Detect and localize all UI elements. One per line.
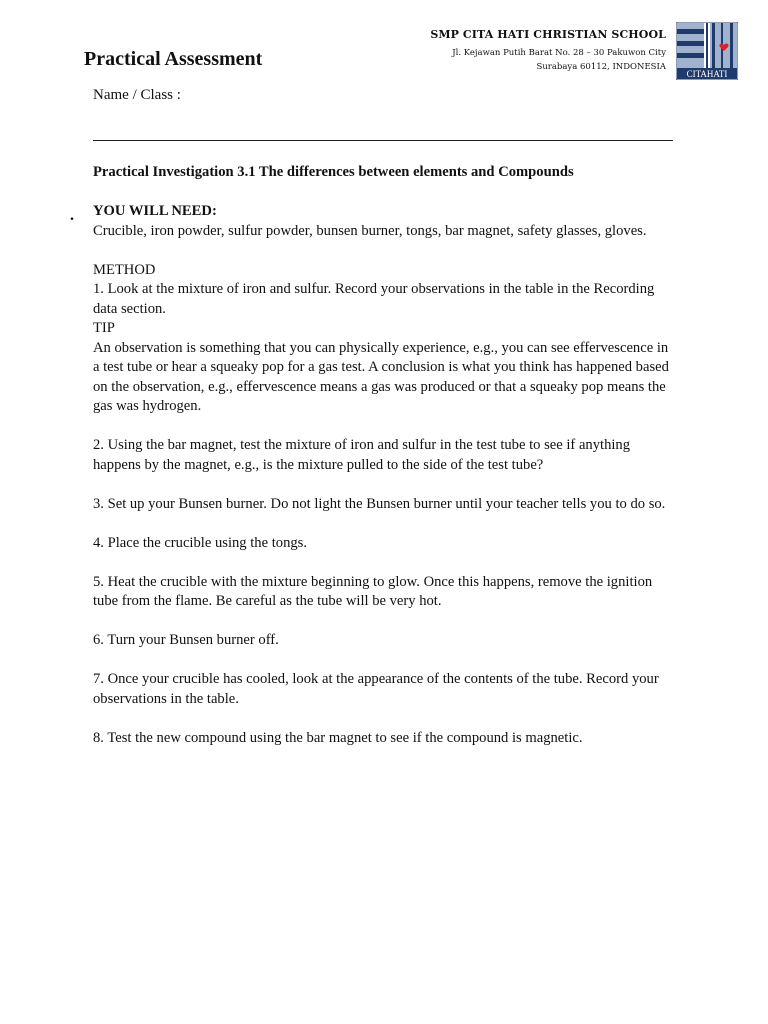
tip-text: An observation is something that you can physically experience, e.g., you can see effervescence in a test tube or hear a squeaky pop for a gas test. A conclusion is what you think has happened based on the observation, e.g., effervescence means a gas was produced or that a squeaky pop means the gas was hydrogen. (93, 339, 669, 414)
school-header (430, 28, 666, 74)
school-name: SMP CITA HATI CHRISTIAN SCHOOL (430, 28, 666, 41)
method-step-3: 3. Set up your Bunsen burner. Do not light the Bunsen burner until your teacher tells you to do so. (93, 495, 666, 512)
tip-heading: TIP (93, 320, 115, 336)
school-address-line2: Surabaya 60112, INDONESIA (536, 62, 666, 72)
method-step-2: 2. Using the bar magnet, test the mixture of iron and sulfur in the test tube to see if anything happens by the magnet, e.g., is the mixture pulled to the side of the test tube? (93, 437, 631, 473)
investigation-title: Practical Investigation 3.1 The differences between elements and Compounds (93, 164, 574, 180)
name-class-label: Name / Class : (93, 87, 181, 103)
page-title: Practical Assessment (84, 48, 263, 70)
citahati-logo-icon (676, 22, 738, 80)
name-answer-line (93, 140, 673, 141)
you-will-need-heading: YOU WILL NEED: (93, 203, 217, 219)
method-step-6: 6. Turn your Bunsen burner off. (93, 632, 279, 648)
method-step-5: 5. Heat the crucible with the mixture beginning to glow. Once this happens, remove the ignition tube from the flame. Be careful as the tube will be very hot. (93, 573, 653, 609)
method-step-4: 4. Place the crucible using the tongs. (93, 534, 307, 551)
bullet-dot: . (70, 207, 74, 224)
document-body (93, 163, 673, 748)
method-step-7: 7. Once your crucible has cooled, look at the appearance of the contents of the tube. Record your observations in the table. (93, 671, 659, 707)
method-step-1: 1. Look at the mixture of iron and sulfur. Record your observations in the table in the Recording data section. (93, 281, 655, 317)
school-logo (676, 22, 738, 80)
method-heading: METHOD (93, 261, 156, 278)
school-address-line1: Jl. Kejawan Putih Barat No. 28 – 30 Pakuwon City (452, 48, 666, 58)
method-step-8: 8. Test the new compound using the bar magnet to see if the compound is magnetic. (93, 729, 583, 746)
logo-text: CITAHATI (686, 69, 728, 79)
equipment-list: Crucible, iron powder, sulfur powder, bunsen burner, tongs, bar magnet, safety glasses, gloves. (93, 222, 647, 239)
